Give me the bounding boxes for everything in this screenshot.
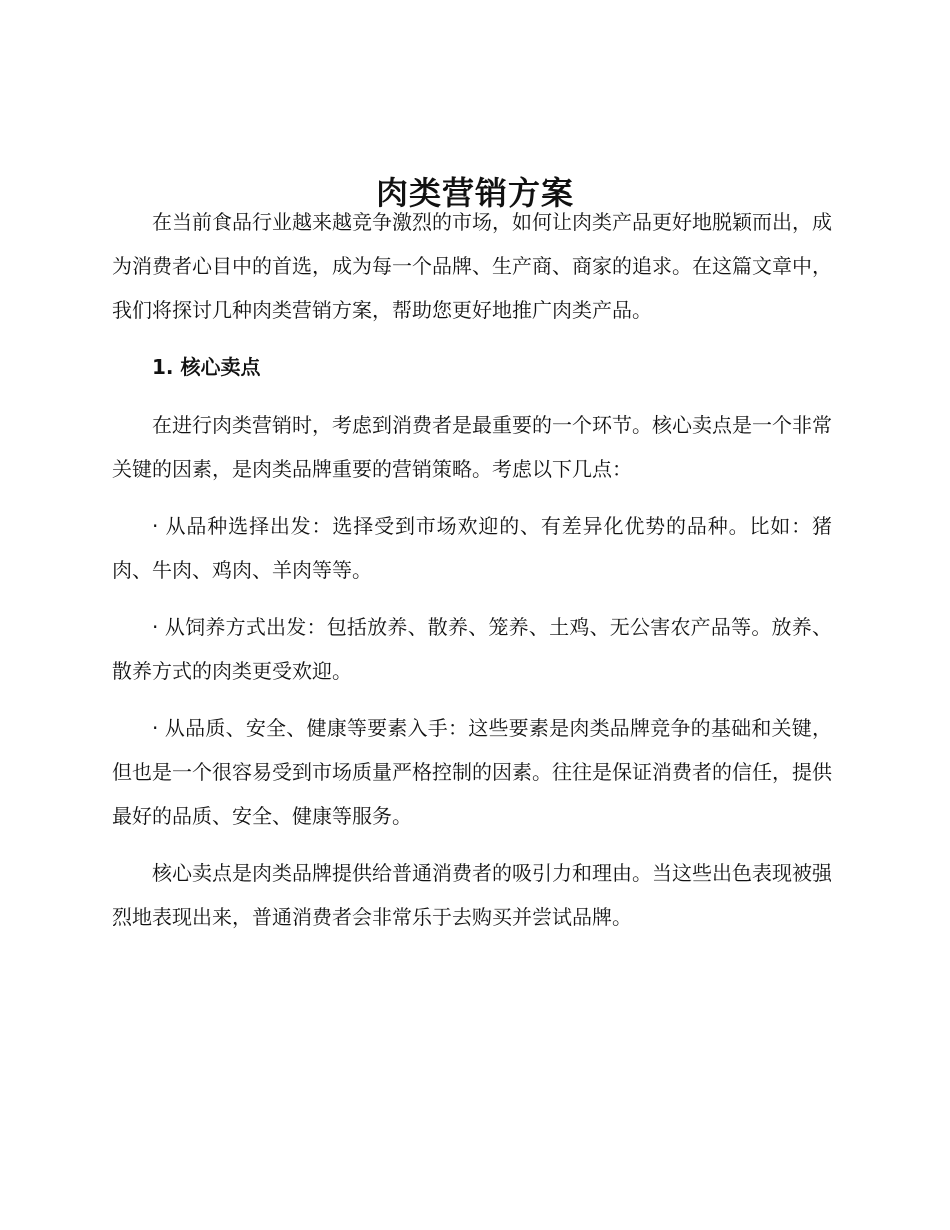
document-title: 肉类营销方案 [375, 174, 574, 213]
conclusion-paragraph: 核心卖点是肉类品牌提供给普通消费者的吸引力和理由。当这些出色表现被强烈地表现出来，普通消费者会非常乐于去购买并尝试品牌。 [112, 861, 832, 929]
section-paragraph: 在进行肉类营销时，考虑到消费者是最重要的一个环节。核心卖点是一个非常关键的因素，是肉类品牌重要的营销策略。考虑以下几点： [112, 413, 832, 481]
document-body [112, 200, 832, 952]
bullet-item-breeding: · 从饲养方式出发：包括放养、散养、笼养、土鸡、无公害农产品等。放养、散养方式的肉类更受欢迎。 [112, 615, 832, 683]
intro-paragraph: 在当前食品行业越来越竞争激烈的市场，如何让肉类产品更好地脱颖而出，成为消费者心目中的首选，成为每一个品牌、生产商、商家的追求。在这篇文章中，我们将探讨几种肉类营销方案，帮助您更好地推广肉类产品。 [112, 210, 832, 322]
section-heading-core-selling-points: 1. 核心卖点 [152, 355, 261, 379]
bullet-item-variety: · 从品种选择出发：选择受到市场欢迎的、有差异化优势的品种。比如：猪肉、牛肉、鸡肉、羊肉等等。 [112, 514, 832, 582]
bullet-item-quality: · 从品质、安全、健康等要素入手：这些要素是肉类品牌竞争的基础和关键，但也是一个很容易受到市场质量严格控制的因素。往往是保证消费者的信任，提供最好的品质、安全、健康等服务。 [112, 716, 832, 828]
